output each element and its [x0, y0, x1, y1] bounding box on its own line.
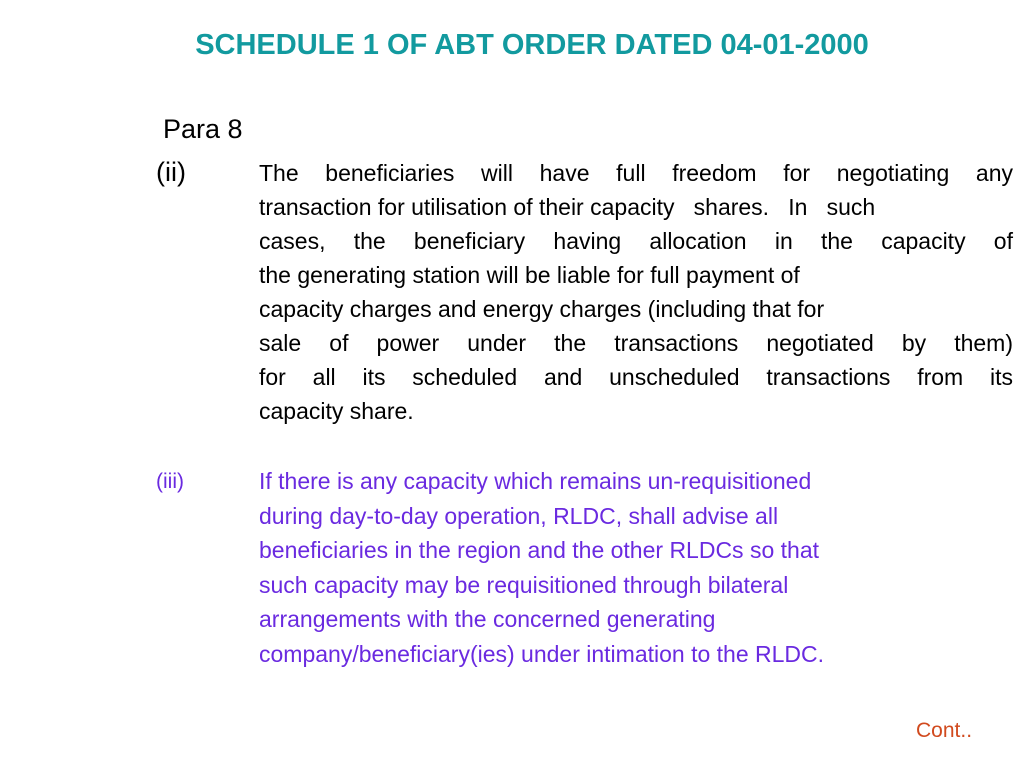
clause-ii-line: sale of power under the transactions negotiated by them) — [259, 330, 1013, 356]
clause-ii-line: capacity share. — [259, 398, 414, 424]
clause-ii-marker: (ii) — [156, 157, 186, 187]
clause-iii-line: If there is any capacity which remains un-requisitioned — [259, 468, 812, 494]
clause-ii-line: The beneficiaries will have full freedom for negotiating any — [259, 160, 1013, 186]
clause-iii-text — [259, 464, 1013, 671]
clause-ii-text — [259, 156, 1013, 428]
page-title: SCHEDULE 1 OF ABT ORDER DATED 04-01-2000 — [195, 29, 869, 61]
clause-iii-line: during day-to-day operation, RLDC, shall advise all — [259, 502, 779, 529]
clause-ii-line: transaction for utilisation of their capacity shares. In such — [259, 194, 876, 220]
clause-iii-line: beneficiaries in the region and the other RLDCs so that — [259, 537, 819, 563]
clause-iii-marker: (iii) — [156, 470, 184, 493]
clause-iii-line: company/beneficiary(ies) under intimation to the RLDC. — [259, 640, 825, 667]
para-heading: Para 8 — [163, 114, 243, 144]
continued-label: Cont.. — [916, 719, 973, 742]
clause-ii-line: the generating station will be liable for full payment of — [259, 262, 800, 288]
clause-ii-line: capacity charges and energy charges (including that for — [259, 296, 825, 322]
clause-ii-line: cases, the beneficiary having allocation in the capacity of — [259, 228, 1013, 254]
clause-iii-line: arrangements with the concerned generating — [259, 606, 716, 632]
clause-iii-line: such capacity may be requisitioned through bilateral — [259, 571, 789, 598]
clause-ii-line: for all its scheduled and unscheduled transactions from its — [259, 364, 1013, 390]
